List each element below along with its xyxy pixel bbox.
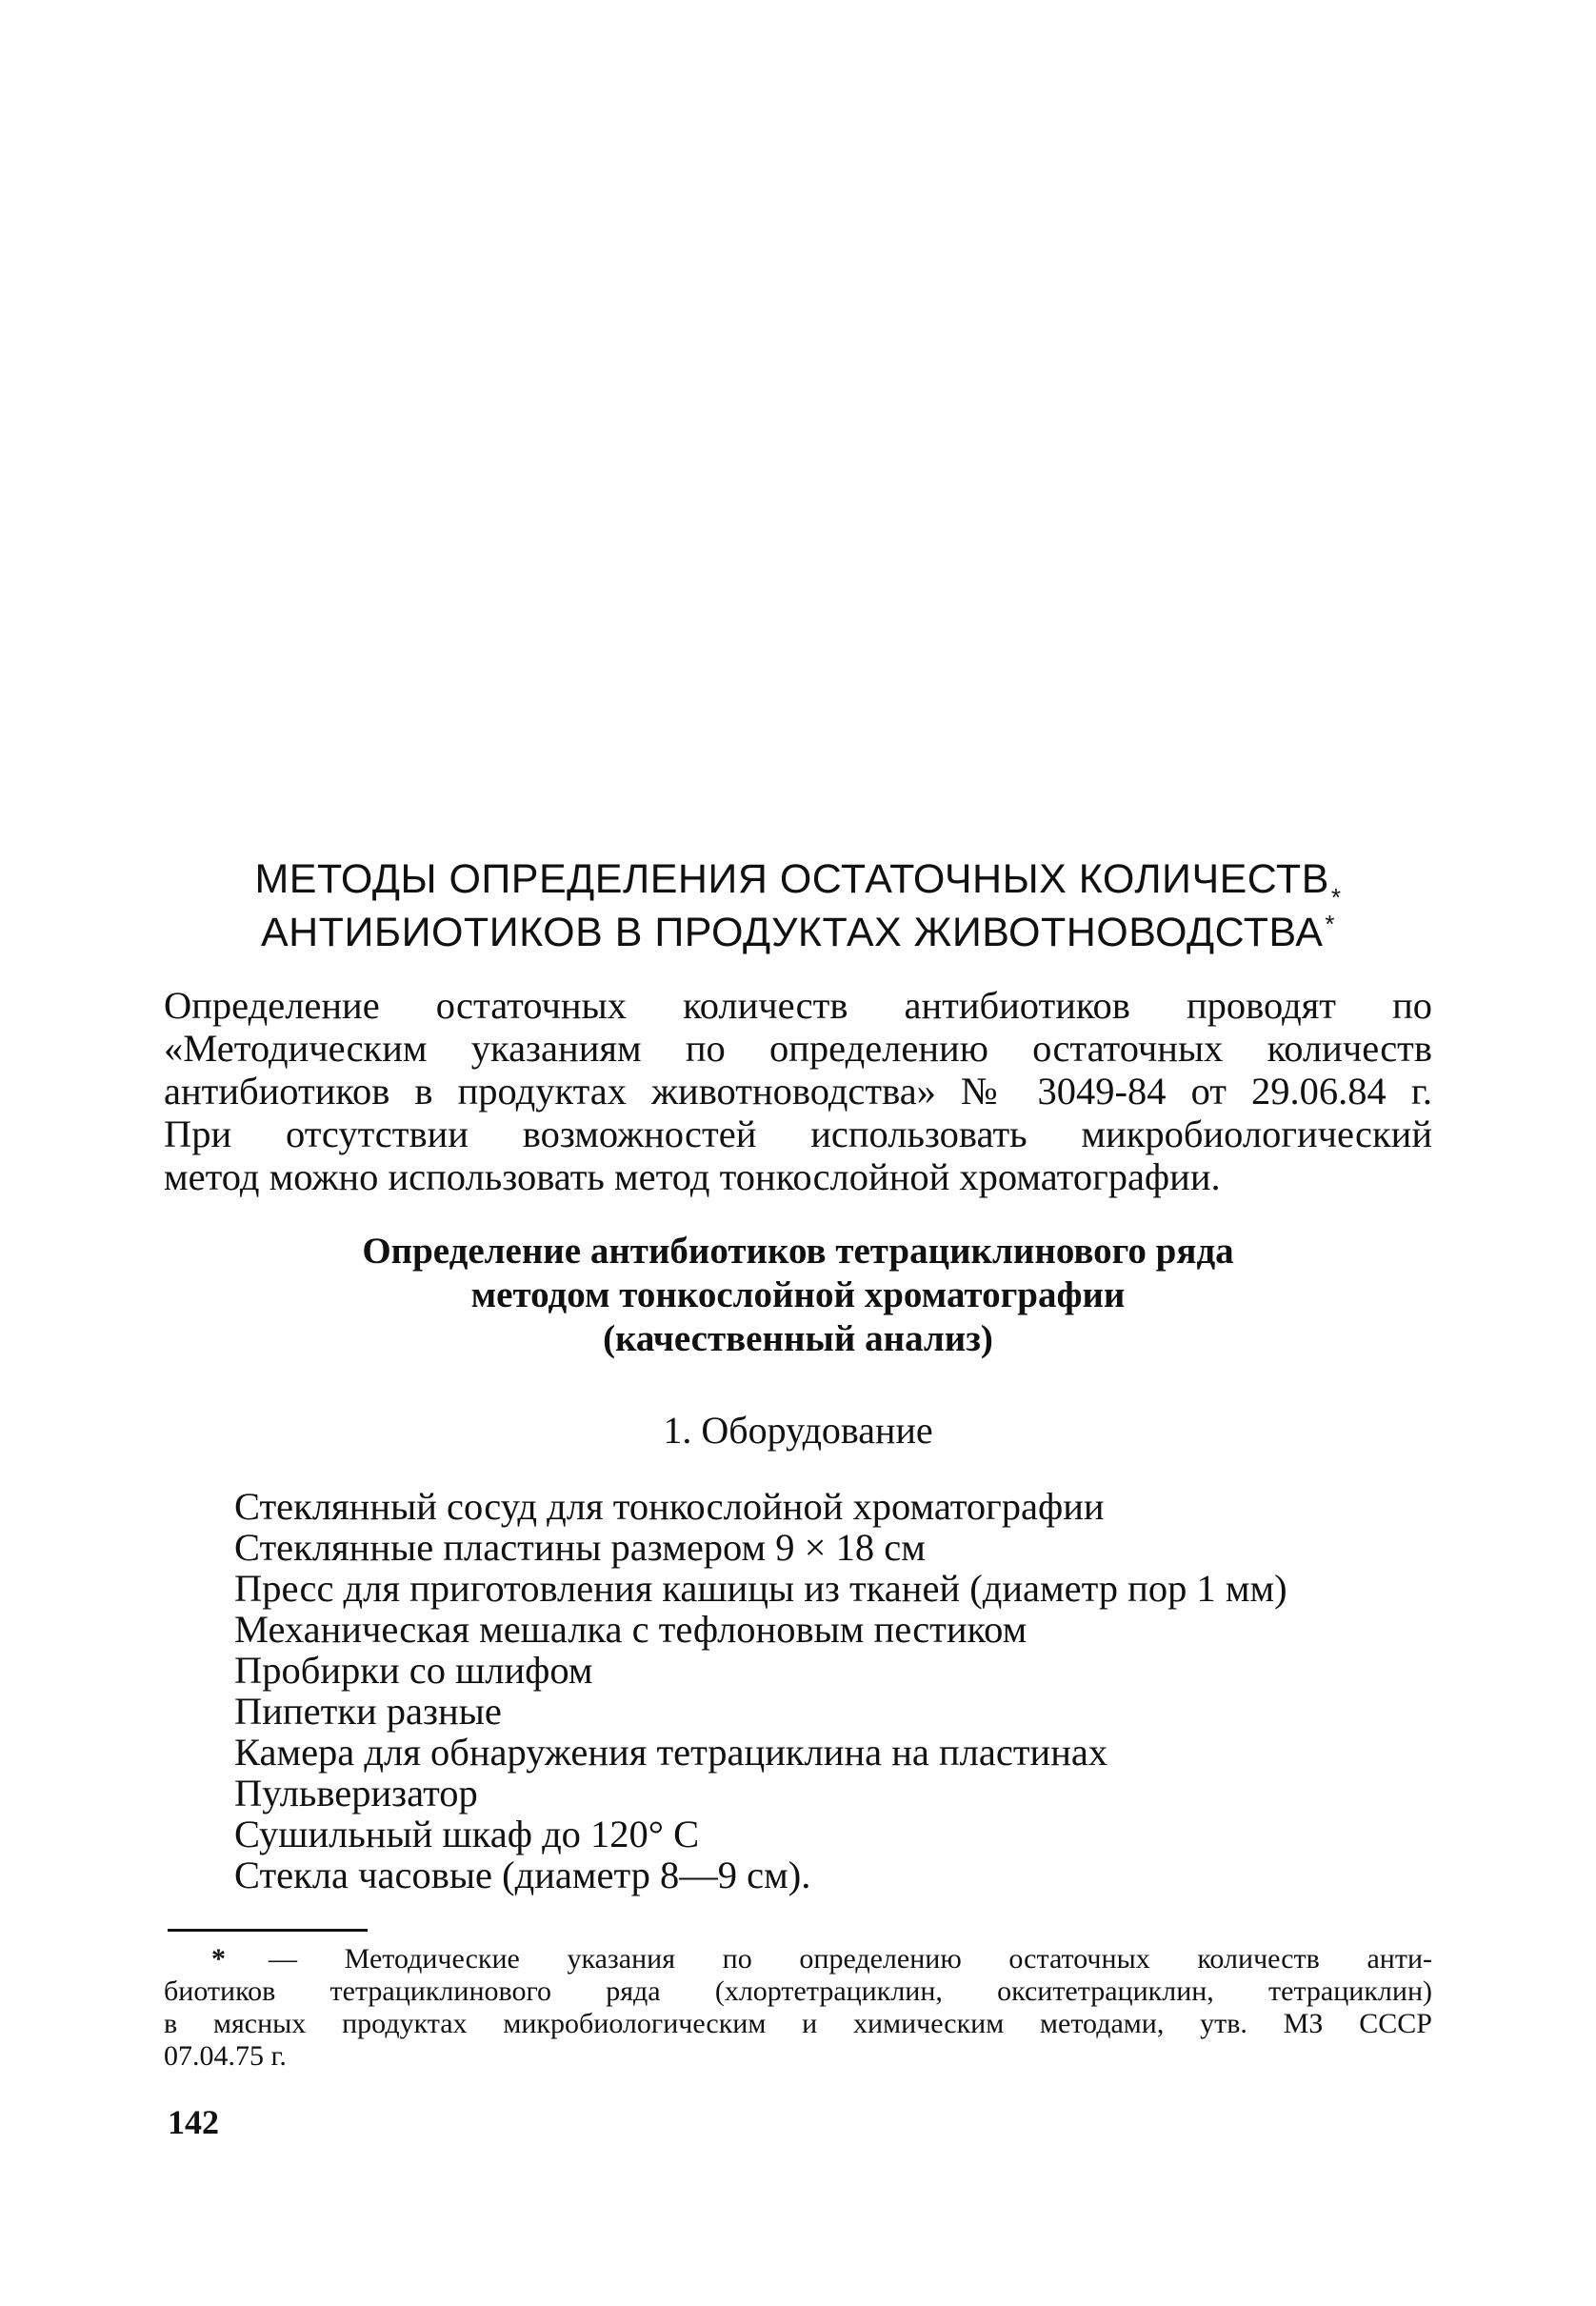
equipment-item: Стеклянный сосуд для тонкослойной хроматографии	[234, 1485, 1105, 1528]
equipment-item: Пресс для приготовления кашицы из тканей (диаметр пор 1 мм)	[234, 1567, 1287, 1610]
footnote-line: биотиков тетрациклинового ряда (хлортетрациклин, окситетрациклин, тетрациклин)	[164, 1975, 1432, 2007]
title-footnote-mark: *	[1325, 910, 1336, 938]
title-line-1: МЕТОДЫ ОПРЕДЕЛЕНИЯ ОСТАТОЧНЫХ $КОЛИЧЕСТВ_*$	[254, 856, 1342, 912]
footnote-line: 07.04.75 г.	[164, 2040, 287, 2072]
footnote-divider	[168, 1929, 368, 1932]
page-number: 142	[168, 2103, 219, 2141]
intro-line: «Методическим указаниям по определению остаточных количеств	[164, 1027, 1432, 1070]
equipment-item: Механическая мешалка с тефлоновым пестиком	[234, 1608, 1027, 1651]
title-line-2: АНТИБИОТИКОВ В ПРОДУКТАХ ЖИВОТНОВОДСТВА*	[260, 910, 1336, 955]
equipment-item: Сушильный шкаф до 120° С	[234, 1813, 700, 1855]
equipment-item: Пульверизатор	[234, 1772, 478, 1815]
equipment-item: Камера для обнаружения тетрациклина на пластинах	[234, 1731, 1108, 1774]
equipment-item: Пипетки разные	[234, 1690, 502, 1733]
equipment-item: Пробирки со шлифом	[234, 1649, 593, 1692]
footnote	[164, 1943, 1432, 2073]
subsection-heading: 1. Оборудование	[663, 1409, 933, 1452]
section-heading	[0, 1230, 1596, 1361]
intro-line: При отсутствии возможностей использовать микробиологический	[164, 1113, 1432, 1155]
page-title	[0, 855, 1596, 962]
section-heading-line: (качественный анализ)	[603, 1318, 993, 1359]
equipment-item: Стекла часовые (диаметр 8—9 см).	[234, 1854, 811, 1896]
title-footnote-mark: *	[1330, 883, 1342, 912]
intro-line: антибиотиков в продуктах животноводства» № 3049-84 от 29.06.84 г.	[164, 1070, 1432, 1113]
intro-paragraph	[164, 984, 1432, 1198]
footnote-line: * — Методические указания по определению остаточных количеств анти-	[211, 1943, 1432, 1975]
intro-line: метод можно использовать метод тонкослойной хроматографии.	[164, 1155, 1221, 1198]
intro-line: Определение остаточных количеств антибиотиков проводят по	[164, 984, 1432, 1027]
footnote-mark: *	[211, 1943, 226, 1975]
equipment-item: Стеклянные пластины размером 9 × 18 см	[234, 1526, 926, 1569]
section-heading-line: методом тонкослойной хроматографии	[470, 1274, 1126, 1315]
equipment-list	[234, 1486, 1287, 1895]
footnote-line: в мясных продуктах микробиологическим и химическим методами, утв. МЗ СССР	[164, 2008, 1432, 2039]
section-heading-line: Определение антибиотиков тетрациклинового ряда	[362, 1231, 1234, 1272]
